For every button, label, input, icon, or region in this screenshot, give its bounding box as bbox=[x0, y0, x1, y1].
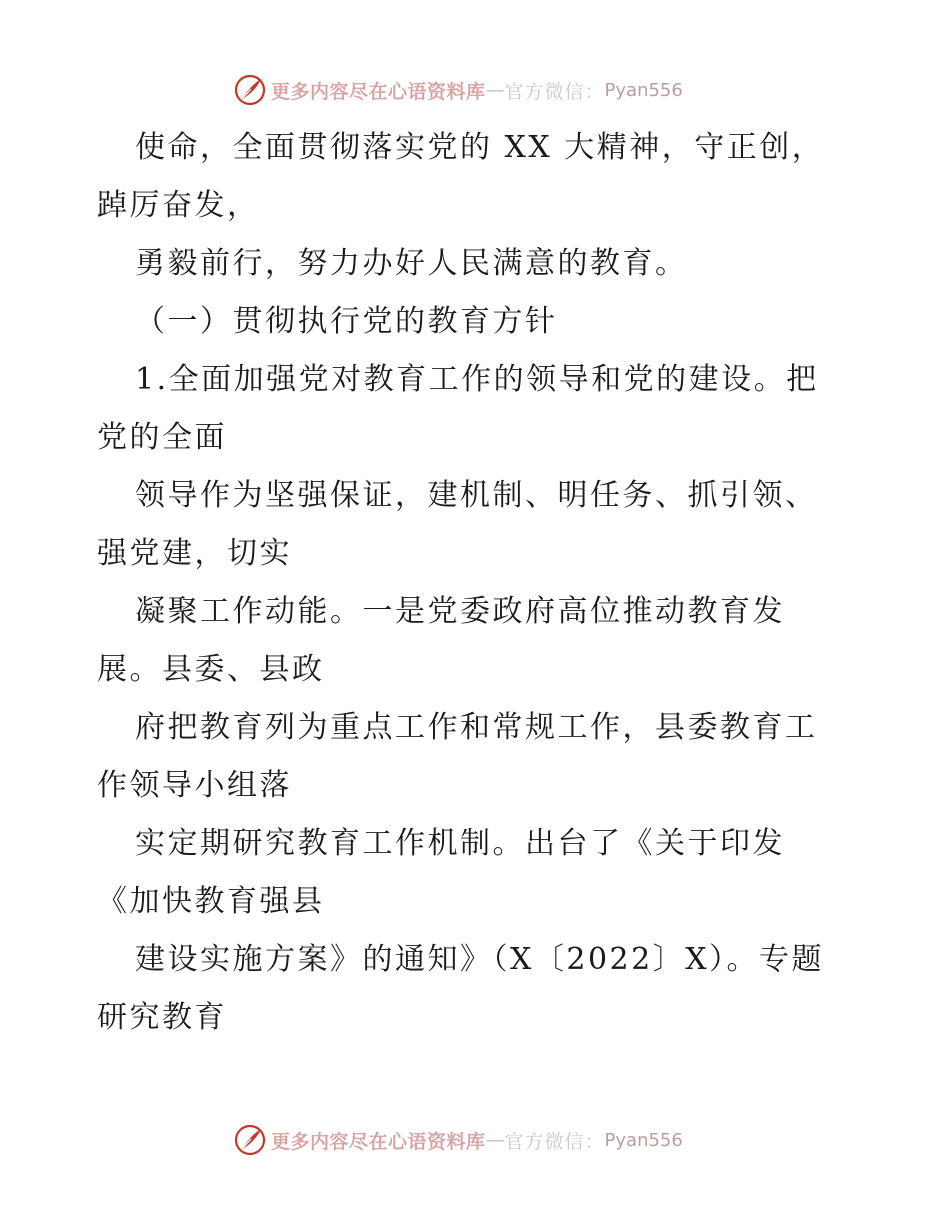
text-line: 强党建，切实 bbox=[97, 536, 292, 571]
text-line: 领导作为坚强保证，建机制、明任务、抓引领、 bbox=[135, 478, 818, 513]
text-line: 凝聚工作动能。一是党委政府高位推动教育发 bbox=[135, 594, 785, 629]
text-line: 作领导小组落 bbox=[97, 768, 292, 803]
text-line: 党的全面 bbox=[97, 420, 227, 455]
text-line: 勇毅前行，努力办好人民满意的教育。 bbox=[135, 246, 688, 281]
text-line: 《加快教育强县 bbox=[97, 884, 325, 919]
header-watermark bbox=[233, 72, 683, 108]
watermark-separator: — bbox=[485, 1129, 505, 1151]
document-body bbox=[97, 119, 857, 1047]
text-line: 展。县委、县政 bbox=[97, 652, 325, 687]
quill-logo-icon bbox=[233, 1123, 267, 1157]
watermark-wechat-label: 官方微信： bbox=[504, 1130, 605, 1153]
footer-watermark bbox=[233, 1122, 683, 1158]
text-line: 建设实施方案》的通知》（X〔2022〕X）。专题 bbox=[135, 942, 825, 977]
text-line: 府把教育列为重点工作和常规工作，县委教育工 bbox=[135, 710, 818, 745]
text-line: 实定期研究教育工作机制。出台了《关于印发 bbox=[135, 826, 785, 861]
watermark-wechat-id: Pyan556 bbox=[604, 79, 683, 101]
text-line: 1.全面加强党对教育工作的领导和党的建设。把 bbox=[135, 362, 819, 397]
watermark-wechat-label: 官方微信： bbox=[504, 80, 605, 103]
text-line: 使命，全面贯彻落实党的 XX 大精神，守正创， bbox=[135, 130, 825, 165]
watermark-wechat-id: Pyan556 bbox=[604, 1129, 683, 1151]
text-line: 踔厉奋发， bbox=[97, 188, 260, 223]
quill-logo-icon bbox=[233, 73, 267, 107]
text-line: 研究教育 bbox=[97, 1000, 227, 1035]
text-line: （一）贯彻执行党的教育方针 bbox=[135, 304, 558, 339]
watermark-separator: — bbox=[485, 79, 505, 101]
watermark-main-text: 更多内容尽在心语资料库 bbox=[271, 1130, 486, 1153]
watermark-main-text: 更多内容尽在心语资料库 bbox=[271, 80, 486, 103]
